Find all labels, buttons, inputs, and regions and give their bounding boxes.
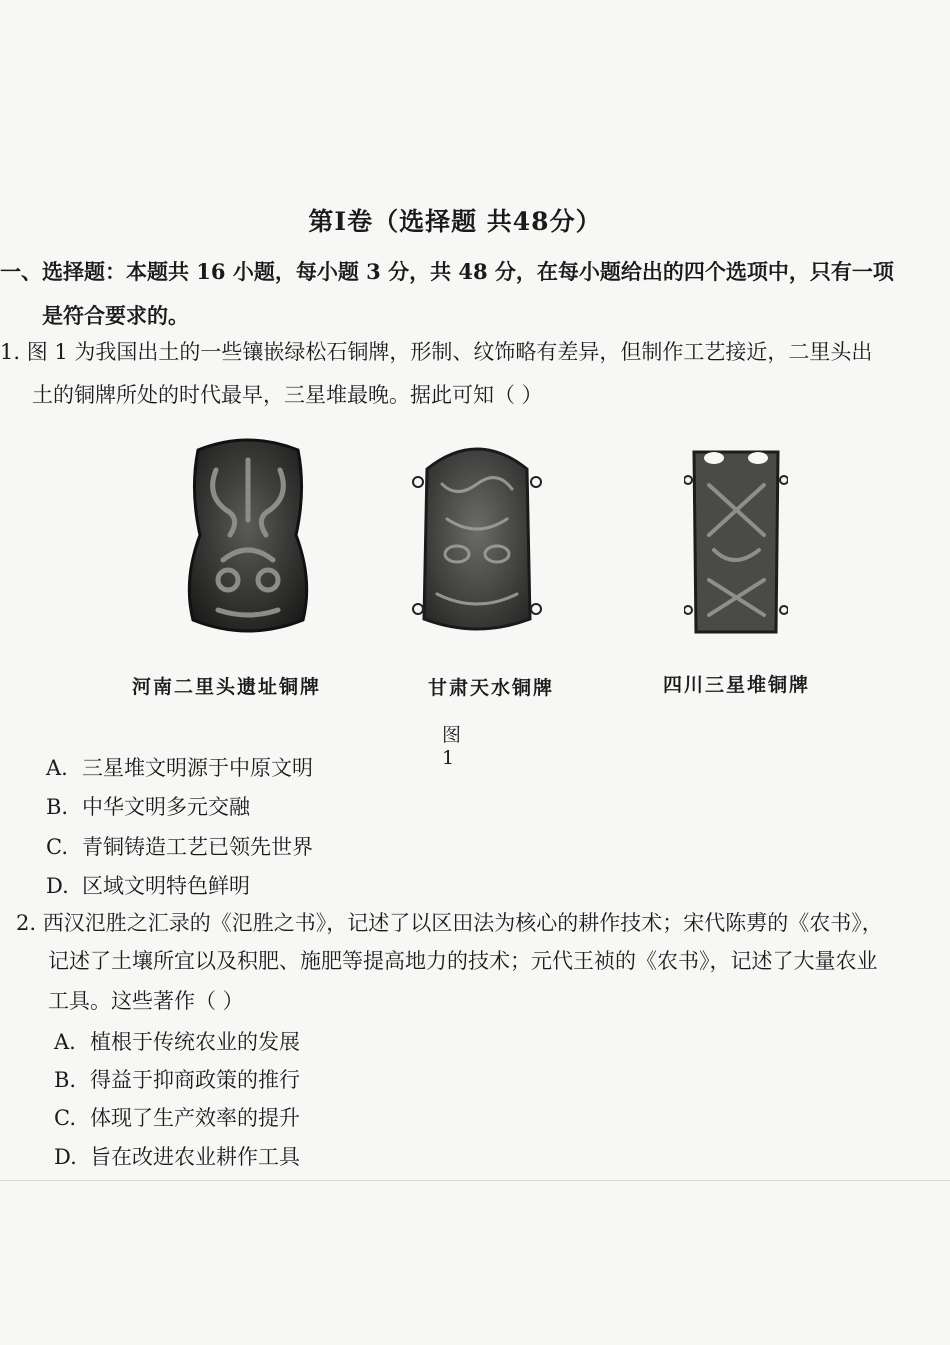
q2-stem-line-2: 记述了土壤所宜以及积肥、施肥等提高地力的技术；元代王祯的《农书》，记述了大量农业: [48, 949, 878, 973]
option-letter: C.: [54, 1106, 76, 1130]
option-letter: B.: [54, 1068, 77, 1092]
q2-stem-line-3: 工具。这些著作（ ）: [48, 989, 244, 1013]
q2-option-d[interactable]: [54, 1141, 300, 1171]
option-letter: C.: [46, 835, 68, 859]
option-letter: D.: [46, 874, 69, 898]
section-title: 第Ⅰ卷（选择题 共48分）: [308, 207, 602, 236]
q2-option-a[interactable]: [54, 1026, 300, 1056]
caption-tianshui: 甘肃天水铜牌: [428, 677, 555, 699]
option-letter: B.: [46, 795, 69, 819]
q2-option-b[interactable]: [54, 1064, 300, 1094]
instruction-line-1: 一、选择题：本题共 16 小题，每小题 3 分，共 48 分，在每小题给出的四个选项中，只有一项: [0, 259, 894, 284]
option-text: 旨在改进农业耕作工具: [90, 1145, 300, 1169]
q1-option-c[interactable]: [46, 831, 313, 861]
sanxingdui-bronze-plaque-image: [684, 440, 788, 640]
caption-erlitou: 河南二里头遗址铜牌: [132, 676, 322, 698]
option-letter: A.: [46, 756, 68, 780]
caption-sanxingdui: 四川三星堆铜牌: [663, 674, 811, 696]
option-text: 得益于抑商政策的推行: [90, 1068, 300, 1092]
option-text: 体现了生产效率的提升: [90, 1106, 300, 1130]
tianshui-bronze-plaque-image: [412, 434, 542, 644]
option-text: 中华文明多元交融: [82, 795, 250, 819]
q1-option-a[interactable]: [46, 752, 313, 782]
q1-stem-line-2: 土的铜牌所处的时代最早，三星堆最晚。据此可知（ ）: [32, 383, 543, 407]
option-letter: A.: [54, 1030, 76, 1054]
page-edge-divider: [0, 1180, 950, 1181]
option-letter: D.: [54, 1145, 77, 1169]
q1-option-d[interactable]: [46, 870, 250, 900]
q2-stem-line-1: 2. 西汉氾胜之汇录的《氾胜之书》，记述了以区田法为核心的耕作技术；宋代陈旉的《农书》，: [16, 911, 883, 935]
option-text: 三星堆文明源于中原文明: [82, 756, 313, 780]
instruction-line-2: 是符合要求的。: [42, 303, 189, 328]
option-text: 植根于传统农业的发展: [90, 1030, 300, 1054]
option-text: 区域文明特色鲜明: [82, 874, 250, 898]
q1-option-b[interactable]: [46, 791, 250, 821]
figure-label: 图 1: [442, 724, 464, 769]
q1-stem-line-1: 1. 图 1 为我国出土的一些镶嵌绿松石铜牌，形制、纹饰略有差异，但制作工艺接近，二里头出: [0, 340, 873, 364]
option-text: 青铜铸造工艺已领先世界: [82, 835, 313, 859]
erlitou-bronze-plaque-image: [178, 430, 318, 640]
q2-option-c[interactable]: [54, 1102, 300, 1132]
